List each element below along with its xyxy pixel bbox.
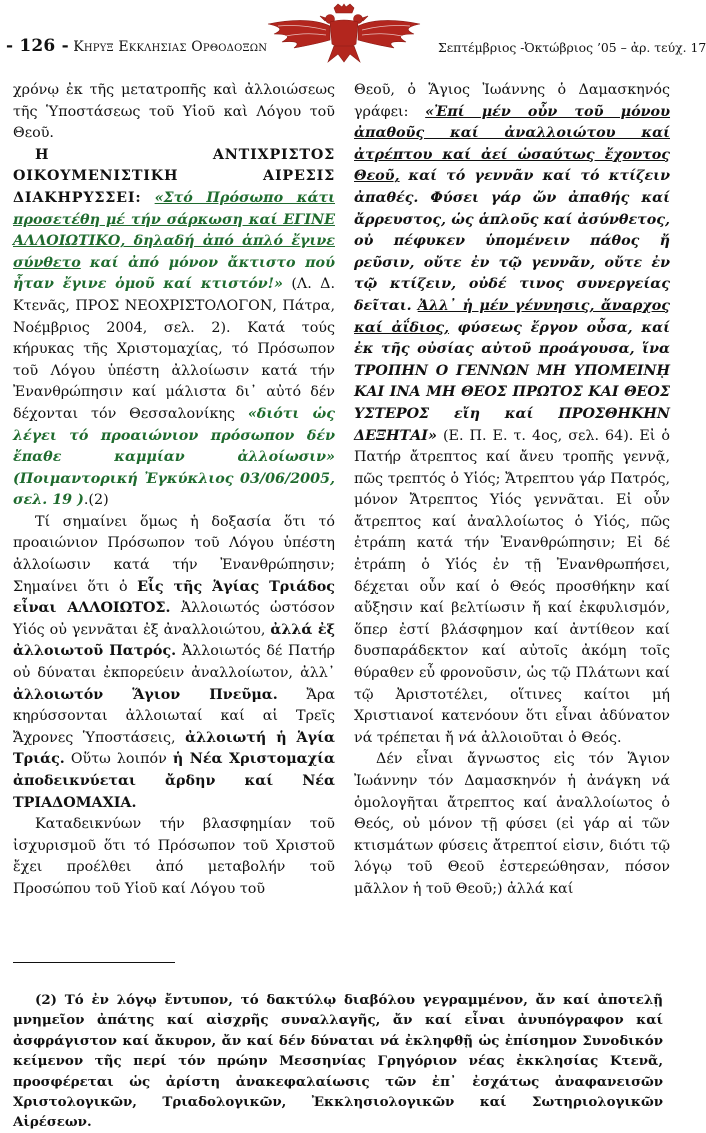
- left-paragraph-4: [13, 814, 335, 900]
- double-headed-eagle-icon: [268, 4, 420, 64]
- text-run: Δέν εἶναι ἄγνωστος εἰς τόν Ἅγιον Ἰωάννην τόν Δαμασκηνόν ἡ ἀνάγκη νά ὁμολογῆται ἄτρεπτος καί ἀναλλοίωτος ὁ Θεός, οὐ μόνον τῇ φύσει (εἰ γάρ αἱ τῶν κτισμάτων φύσεις ἄτρεπτοί εἰσιν, διότι τῷ λόγῳ τοῦ Θεοῦ ἐστερεώθησαν, πόσον μᾶλλον ἡ τοῦ Θεοῦ;) ἀλλά καί: [354, 751, 670, 897]
- heading-antichrist: Η ΑΝΤΙΧΡΙΣΤΟΣ ΟΙΚΟΥΜΕΝΙΣΤΙΚΗ ΑΙΡΕΣΙΣ ΔΙΑΚΗΡΥΣΣΕΙ:: [13, 146, 335, 206]
- bold-run: ἡ Νέα Χριστομαχία ἀποδεικνύεται ἄρδην καί Νέα ΤΡΙΑΔΟΜΑΧΙΑ.: [13, 751, 336, 811]
- footnote-ref: .(2): [83, 492, 109, 509]
- quote-green-underlined: «Στό Πρόσωπο κάτι προσετέθη μέ τήν σάρκωση καί ΕΓΙΝΕ ΑΛΛΟΙΩΤΙΚΟ, δηλαδή ἀπό ἁπλό ἔγινε σύνθετο: [13, 189, 335, 271]
- text-run: χρόνῳ ἐκ τῆς μετατροπῆς καὶ ἀλλοιώσεως τῆς Ὑποστάσεως τοῦ Υἱοῦ καὶ Λόγου τοῦ Θεοῦ.: [13, 82, 335, 142]
- issue-info: Σεπτέμβριος -Ὀκτώβριος ’05 – ἀρ. τεύχ. 17: [438, 40, 706, 55]
- quote-green: καί ἀπό μόνον ἄκτιστο πού ἦταν ἔγινε ὁμοῦ καί κτιστόν!»: [13, 254, 335, 293]
- bold-run: ἀλλοιωτή ἡ Ἁγία Τριάς.: [13, 729, 335, 768]
- quote-underlined: «Ἐπί μέν οὖν τοῦ μόνου ἀπαθοῦς καί ἀναλλοιώτου καί ἀτρέπτου καί ἀεί ὡσαύτως ἔχοντος Θεοῦ,: [354, 103, 671, 185]
- quote-2: φύσεως ἔργον οὖσα, καί ἐκ τῆς οὐσίας αὐτοῦ προάγουσα, ἵνα ΤΡΟΠΗΝ Ο ΓΕΝΝΩΝ ΜΗ ΥΠΟΜΕΙΝῌ ΚΑΙ ΙΝΑ ΜΗ ΘΕΟΣ ΠΡΩΤΟΣ ΚΑΙ ΘΕΟΣ ΥΣΤΕΡΟΣ εἴη καί ΠΡΟΣΘΗΚΗΝ ΔΕΞΗΤΑΙ»: [354, 319, 670, 444]
- text-run: (Λ. Δ. Κτενᾶς, ΠΡΟΣ ΝΕΟΧΡΙΣΤΟΛΟΓΟΝ, Πάτρα, Νοέμβριος 2004, σελ. 2). Κατά τούς κήρυκας τῆς Χριστομαχίας, τό Πρόσωπον τοῦ Λόγου ὑπέστη ἀλλοίωσιν κατά τήν Ἐνανθρώπησιν καί μάλιστα δι᾿ αὐτό δέν δέχονται τόν Θεσσαλονίκης: [13, 276, 336, 422]
- text-run: Καταδεικνύων τήν βλασφημίαν τοῦ ἰσχυρισμοῦ ὅτι τό Πρόσωπον τοῦ Χριστοῦ ἔχει προέλθει ἀπό μεταβολήν τοῦ Προσώπου τοῦ Υἱοῦ καί Λόγου τοῦ: [13, 816, 335, 897]
- right-paragraph-1: [354, 80, 670, 749]
- left-paragraph-3: [13, 512, 335, 814]
- text-run: Ἀλλοιωτός ὡστόσον Υἱός οὐ γεννᾶται ἐξ ἀναλλοιώτου,: [13, 600, 335, 638]
- quote: καί τό γεννᾶν καί τό κτίζειν ἀπαθές. Φύσει γάρ ὤν ἀπαθής καί ἄρρευστος, ὡς ἁπλοῦς καί ἀσύνθετος, οὐ πέφυκεν ὑπομένειν πάθος ἤ ρεῦσιν, οὔτε ἐν τῷ γεννᾶν, οὔτε ἐν τῷ κτίζειν, οὐδέ τινος συνεργείας δεῖται.: [354, 168, 670, 314]
- page-header: [0, 0, 706, 80]
- bold-run: ἀλλοιωτόν Ἅγιον Πνεῦμα.: [13, 686, 278, 703]
- bold-run: ἀλλά ἐξ ἀλλοιωτοῦ Πατρός.: [13, 621, 335, 660]
- quote-green-2: «διότι ὡς λέγει τό προαιώνιον πρόσωπον δέν ἔπαθε καμμίαν ἀλλοίωσιν» (Ποιμαντορική Ἐγκύκλιος 03/06/2005, σελ. 19 ): [13, 405, 336, 509]
- journal-title: Κηρυξ Εκκλησιας Ορθοδοξων: [73, 39, 268, 55]
- text-run: Θεοῦ, ὁ Ἅγιος Ἰωάννης ὁ Δαμασκηνός γράφει:: [354, 82, 670, 120]
- text-run: Οὕτω λοιπόν: [70, 751, 167, 768]
- right-column: [354, 80, 670, 901]
- left-column: [13, 80, 335, 901]
- page-number: - 126 -: [6, 36, 69, 56]
- quote-underlined-2: Ἀλλ᾿ ἡ μέν γέννησις, ἄναρχος καί ἀΐδιος,: [354, 297, 670, 336]
- left-paragraph-2: [13, 145, 335, 512]
- footnote: (2) Τό ἐν λόγῳ ἔντυπον, τό δακτύλῳ διαβόλου γεγραμμένον, ἄν καί ἀποτελῇ μνημεῖον ἀπάτης καί αἰσχρῆς συναλλαγῆς, ἄν καί εἶναι ἀνυπόγραφον καί ἀσφράγιστον καί ἄκυρον, ἄν καί δέν δύναται νά ἐκληφθῇ ὡς ἐπίσημον Συνοδικόν κείμενον τῆς περί τόν πρώην Μεσσηνίας Γρηγόριον νέας ἐκκλησίας Κτενᾶ, προσφέρεται ὡς ἀρίστη ἀνακεφαλαίωσις τῶν ἐπ᾿ ἐσχάτως ἀναφανεισῶν Χριστολογικῶν, Τριαδολογικῶν, Ἐκκλησιολογικῶν καί Σωτηριολογικῶν Αἱρέσεων.: [13, 992, 663, 1131]
- footnote-divider: [13, 962, 175, 963]
- text-run: Ἄρα κηρύσσονται ἀλλοιωταί καί αἱ Τρεῖς Ἄχρονες Ὑποστάσεις,: [13, 686, 336, 746]
- right-paragraph-2: [354, 749, 670, 900]
- left-paragraph-1: [13, 80, 335, 145]
- text-run: (Ε. Π. Ε. τ. 4ος, σελ. 64). Εἰ ὁ Πατήρ ἄτρεπτος καί ἄνευ τροπῆς γεννᾷ, πῶς τρεπτός ὁ Υἱός; Ἄτρεπτου γάρ Πατρός, μόνον Ἄτρεπτος Υἱός γεννᾶται. Εἰ οὖν ἄτρεπτος καί ἀναλλοίωτος ὁ Υἱός, πῶς ἐτράπη κατά τήν Ἐνανθρώπησιν; Εἰ δέ ἐτράπη ὁ Υἱός ἐν τῇ Ἐνανθρωπήσει, δέχεται οὖν καί ὁ Θεός προσθήκην καί αὔξησιν καί βελτίωσιν ἤ καί ἐκφυλισμόν, ὅπερ ἐστί βλάσφημον καί ἀντίθεον καί δυσπαράδεκτον καί αὐτοῖς ἀκόμη τοῖς θύραθεν εὖ φρονοῦσιν, ὡς τῷ Πλάτωνι καί τῷ Ἀριστοτέλει, οἵτινες καίτοι μή Χριστιανοί κατενόουν ὅτι εἶναι ἀδύνατον νά τρέπεται ἤ νά ἀλλοιοῦται ὁ Θεός.: [354, 427, 670, 746]
- bold-run: Εἷς τῆς Ἁγίας Τριάδος εἶναι ΑΛΛΟΙΩΤΟΣ.: [13, 578, 335, 617]
- text-run: Ἀλλοιωτός δέ Πατήρ οὐ δύναται ἐκπορεύειν ἀναλλοίωτον, ἀλλ᾿: [13, 643, 335, 682]
- text-run: Τί σημαίνει ὅμως ἡ δοξασία ὅτι τό προαιώνιον Πρόσωπον τοῦ Λόγου ὑπέστη ἀλλοίωσιν κατά τήν Ἐνανθρώπησιν; Σημαίνει ὅτι ὁ: [13, 513, 335, 595]
- header-left: [6, 36, 267, 56]
